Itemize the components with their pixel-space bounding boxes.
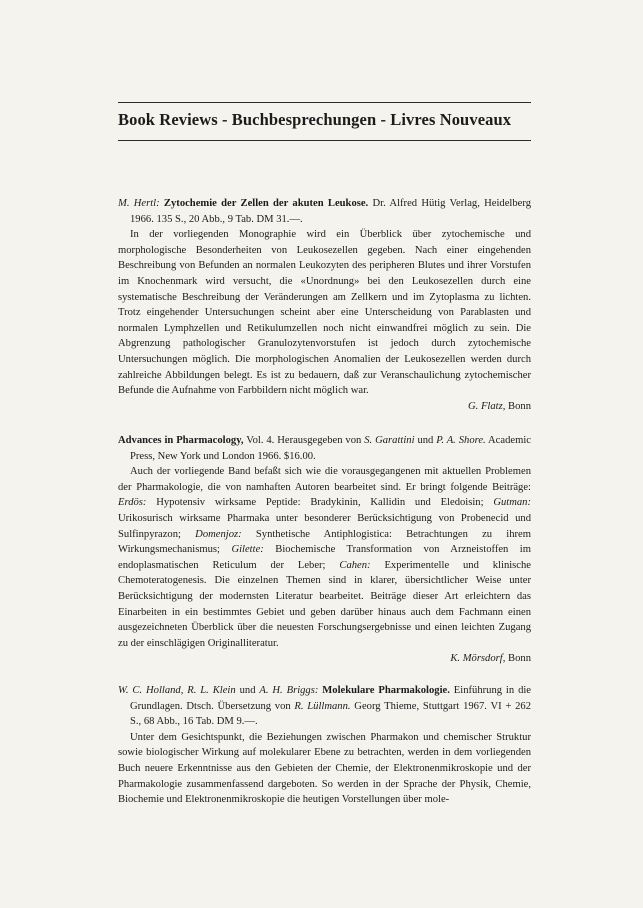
book-title: Zytochemie der Zellen der akuten Leukose.: [163, 198, 369, 209]
reviewer-place: Bonn: [508, 653, 531, 665]
review-molekulare-pharmakologie: [118, 683, 531, 808]
publisher-info: Georg Thieme, Stuttgart 1967. VI + 262 S., 68 Abb., 16 Tab. DM 9.—.: [130, 700, 531, 728]
reviewer-signature: [118, 651, 531, 667]
review-header: [118, 433, 531, 464]
contributor-name: Erdös:: [118, 497, 147, 509]
contribution-title: Biochemische Transformation von Arzneistoffen im endoplasmatischen Reticulum der Leber;: [118, 544, 531, 571]
contributor-name: Gilette:: [231, 544, 264, 556]
contributor-name: Domenjoz:: [195, 528, 242, 540]
book-title: Advances in Pharmacology,: [118, 435, 244, 446]
publisher-info: Dr. Alfred Hütig Verlag, Heidelberg 1966. 135 S., 20 Abb., 9 Tab. DM 31.—.: [130, 198, 531, 225]
contribution-title: Synthetische Antiphlogistica: Betrachtungen zu ihrem Wirkungsmechanismus;: [118, 528, 531, 556]
reviewer-name: G. Flatz,: [468, 400, 506, 412]
publisher-info: Academic Press, New York und London 1966. $16.00.: [130, 435, 531, 462]
contribution-title: Hypotensiv wirksame Peptide: Bradykinin, Kallidin und Eledoisin;: [156, 497, 484, 509]
contributor-name: Cahen:: [339, 559, 371, 571]
review-body: [118, 464, 531, 651]
title-rule: [118, 140, 531, 141]
review-header: [118, 683, 531, 730]
reviewer-name: K. Mörsdorf,: [450, 653, 506, 665]
review-authors: W. C. Holland, R. L. Klein: [118, 685, 236, 696]
review-header: [118, 196, 531, 227]
contribution-title: Experimentelle und klinische Chemoteratogenesis.: [118, 559, 532, 587]
contribution-title: Urikosurisch wirksame Pharmaka unter besonderer Berücksichtigung von Probenecid und Sulfinpyrazon;: [118, 512, 531, 540]
section-title: Book Reviews - Buchbesprechungen - Livres Nouveaux: [118, 110, 512, 129]
header-conjunction: und: [417, 435, 434, 446]
body-outro: Die einzelnen Themen sind in klarer, übersichtlicher Weise unter Berücksichtigung der modernsten Literatur bearbeitet. Beiträge dieser Art erleichtern das Einarbeiten in ein bestimmtes Gebiet und geben darüber hinaus auch dem Fachmann einen ausgezeichneten Überblick über die neuesten Forschungsergebnisse und einen leichten Zugang zu der einschlägigen Originalliteratur.: [118, 575, 531, 649]
header-text: Einführung in die Grundlagen. Dtsch. Übersetzung von: [130, 685, 532, 712]
review-author: M. Hertl:: [118, 198, 160, 209]
reviewer-signature: [118, 399, 531, 415]
editor-name: P. A. Shore.: [436, 435, 486, 446]
header-conjunction: und: [239, 685, 256, 696]
contributor-name: Gutman:: [493, 497, 531, 509]
reviewer-place: Bonn: [508, 400, 531, 412]
top-rule: [118, 102, 531, 103]
editor-name: S. Garattini: [364, 435, 415, 446]
review-body: In der vorliegenden Monographie wird ein Überblick über zytochemische und morphologische Besonderheiten von Leukosezellen gegeben. Nach einer eingehenden Beschreibung von Befunden an normalen Leukozyten des peripheren Blutes und ihrer Vorstufen im Knochenmark wird versucht, die «Unordnung» bei den Leukosezellen durch eine systematische Beschreibung der Veränderungen am Zellkern und im Zytoplasma zu lichten. Trotz eingehender Untersuchungen scheint aber eine Unterscheidung von Parablasten und normalen Lymphzellen und Retikulumzellen noch nicht einwandfrei möglich zu sein. Die Abgrenzung pathologischer Granulozytenvorstufen ist jedoch durch zytochemische Untersuchungen möglich. Die morphologischen Anomalien der Leukosezellen werden durch zahlreiche Abbildungen belegt. Es ist zu bedauern, daß zur Veranschaulichung zytochemischer Befunde die Aufnahme von Farbbildern nicht möglich war.: [118, 229, 531, 397]
translator-name: R. Lüllmann.: [294, 700, 351, 712]
header-text: Vol. 4. Herausgegeben von: [246, 435, 362, 446]
review-advances-pharmacology: [118, 433, 531, 667]
book-title: Molekulare Pharmakologie.: [322, 685, 450, 696]
body-intro: Auch der vorliegende Band befaßt sich wie die vorausgegangenen mit aktuellen Problemen der Pharmakologie, die von namhaften Autoren bearbeitet sind. Er bringt folgende Beiträge:: [118, 466, 531, 493]
review-author: A. H. Briggs:: [259, 685, 319, 696]
review-body: Unter dem Gesichtspunkt, die Beziehungen zwischen Pharmakon und chemischer Struktur sowie biologischer Wirkung auf molekularer Ebene zu betrachten, werden in dem vorliegenden Buch neuere Erkenntnisse aus den Gebieten der Chemie, der Elektronenmikroskopie und der Pharmakologie zusammenfassend dargeboten. So werden in der Sprache der Physik, Chemie, Biochemie und Elektronenmikroskopie die heutigen Vorstellungen über mole-: [118, 731, 531, 806]
review-hertl: [118, 196, 531, 414]
